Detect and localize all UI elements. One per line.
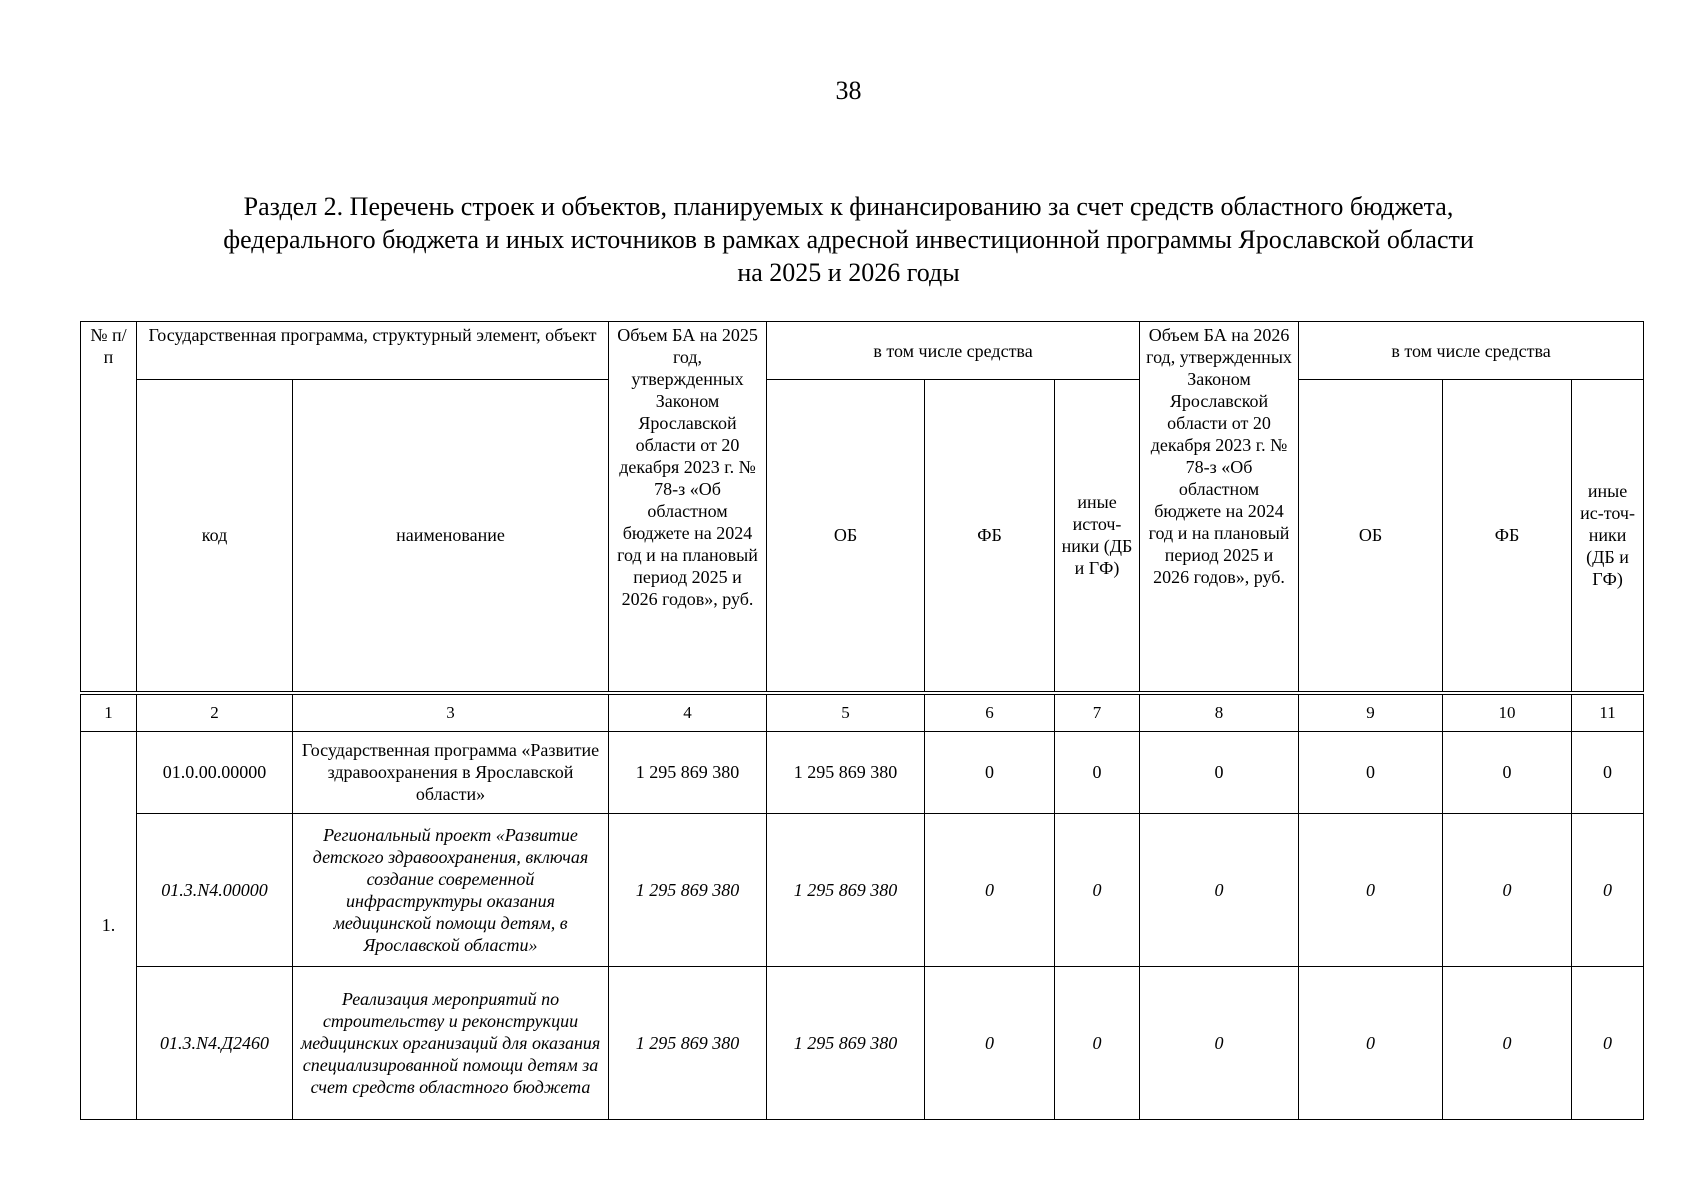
- header-program: Государственная программа, структурный элемент, объект: [137, 322, 609, 380]
- table-row: [81, 731, 1644, 813]
- column-number: 9: [1299, 693, 1443, 732]
- column-number: 5: [767, 693, 925, 732]
- other-2025-value: 0: [1055, 813, 1140, 966]
- row-index: 1.: [81, 731, 137, 1119]
- title-line-2: федерального бюджета и иных источников в рамках адресной инвестиционной программы Ярославской области: [223, 225, 1474, 254]
- header-incl-2026: в том числе средства: [1299, 322, 1644, 380]
- ob-2026-value: 0: [1299, 966, 1443, 1119]
- fb-2025-value: 0: [925, 731, 1055, 813]
- column-number: 3: [293, 693, 609, 732]
- ob-2026-value: 0: [1299, 813, 1443, 966]
- row-code: 01.3.N4.Д2460: [137, 966, 293, 1119]
- ob-2025-value: 1 295 869 380: [767, 966, 925, 1119]
- header-ob-2025: ОБ: [767, 380, 925, 693]
- row-code: 01.0.00.00000: [137, 731, 293, 813]
- fb-2025-value: 0: [925, 813, 1055, 966]
- fb-2026-value: 0: [1443, 731, 1572, 813]
- ba-2025-value: 1 295 869 380: [609, 966, 767, 1119]
- other-2025-value: 0: [1055, 966, 1140, 1119]
- header-ba-2026: Объем БА на 2026 год, утвержденных Законом Ярославской области от 20 декабря 2023 г. № 78-з «Об областном бюджете на 2024 год и на плановый период 2025 и 2026 годов», руб.: [1140, 322, 1299, 693]
- table-row: [81, 813, 1644, 966]
- column-number: 7: [1055, 693, 1140, 732]
- section-title: [100, 190, 1597, 289]
- header-incl-2025: в том числе средства: [767, 322, 1140, 380]
- row-name: Государственная программа «Развитие здравоохранения в Ярославской области»: [293, 731, 609, 813]
- row-code: 01.3.N4.00000: [137, 813, 293, 966]
- table-row: [81, 966, 1644, 1119]
- column-number: 8: [1140, 693, 1299, 732]
- column-number-row: [81, 693, 1644, 732]
- ba-2025-value: 1 295 869 380: [609, 813, 767, 966]
- header-fb-2025: ФБ: [925, 380, 1055, 693]
- ba-2026-value: 0: [1140, 813, 1299, 966]
- other-2026-value: 0: [1572, 966, 1644, 1119]
- title-line-3: на 2025 и 2026 годы: [737, 258, 960, 287]
- other-2025-value: 0: [1055, 731, 1140, 813]
- ba-2025-value: 1 295 869 380: [609, 731, 767, 813]
- other-2026-value: 0: [1572, 813, 1644, 966]
- header-num: № п/п: [81, 322, 137, 693]
- header-other-2025: иные источ-ники (ДБ и ГФ): [1055, 380, 1140, 693]
- column-number: 2: [137, 693, 293, 732]
- header-row: [81, 322, 1644, 380]
- header-ob-2026: ОБ: [1299, 380, 1443, 693]
- fb-2025-value: 0: [925, 966, 1055, 1119]
- column-number: 4: [609, 693, 767, 732]
- header-ba-2025: Объем БА на 2025 год, утвержденных Законом Ярославской области от 20 декабря 2023 г. № 78-з «Об областном бюджете на 2024 год и на плановый период 2025 и 2026 годов», руб.: [609, 322, 767, 693]
- row-name: Реализация мероприятий по строительству и реконструкции медицинских организаций для оказания специализированной помощи детям за счет средств областного бюджета: [293, 966, 609, 1119]
- header-fb-2026: ФБ: [1443, 380, 1572, 693]
- ob-2025-value: 1 295 869 380: [767, 813, 925, 966]
- column-number: 1: [81, 693, 137, 732]
- investment-program-table: [80, 321, 1644, 1120]
- column-number: 6: [925, 693, 1055, 732]
- other-2026-value: 0: [1572, 731, 1644, 813]
- ba-2026-value: 0: [1140, 966, 1299, 1119]
- ob-2025-value: 1 295 869 380: [767, 731, 925, 813]
- page-number: 38: [835, 76, 862, 105]
- header-code: код: [137, 380, 293, 693]
- header-name: наименование: [293, 380, 609, 693]
- ob-2026-value: 0: [1299, 731, 1443, 813]
- fb-2026-value: 0: [1443, 813, 1572, 966]
- header-other-2026: иные ис-точ-ники (ДБ и ГФ): [1572, 380, 1644, 693]
- column-number: 11: [1572, 693, 1644, 732]
- title-line-1: Раздел 2. Перечень строек и объектов, планируемых к финансированию за счет средств областного бюджета,: [243, 192, 1454, 221]
- fb-2026-value: 0: [1443, 966, 1572, 1119]
- row-name: Региональный проект «Развитие детского здравоохранения, включая создание современной инфраструктуры оказания медицинской помощи детям, в Ярославской области»: [293, 813, 609, 966]
- column-number: 10: [1443, 693, 1572, 732]
- header-row: [81, 380, 1644, 693]
- ba-2026-value: 0: [1140, 731, 1299, 813]
